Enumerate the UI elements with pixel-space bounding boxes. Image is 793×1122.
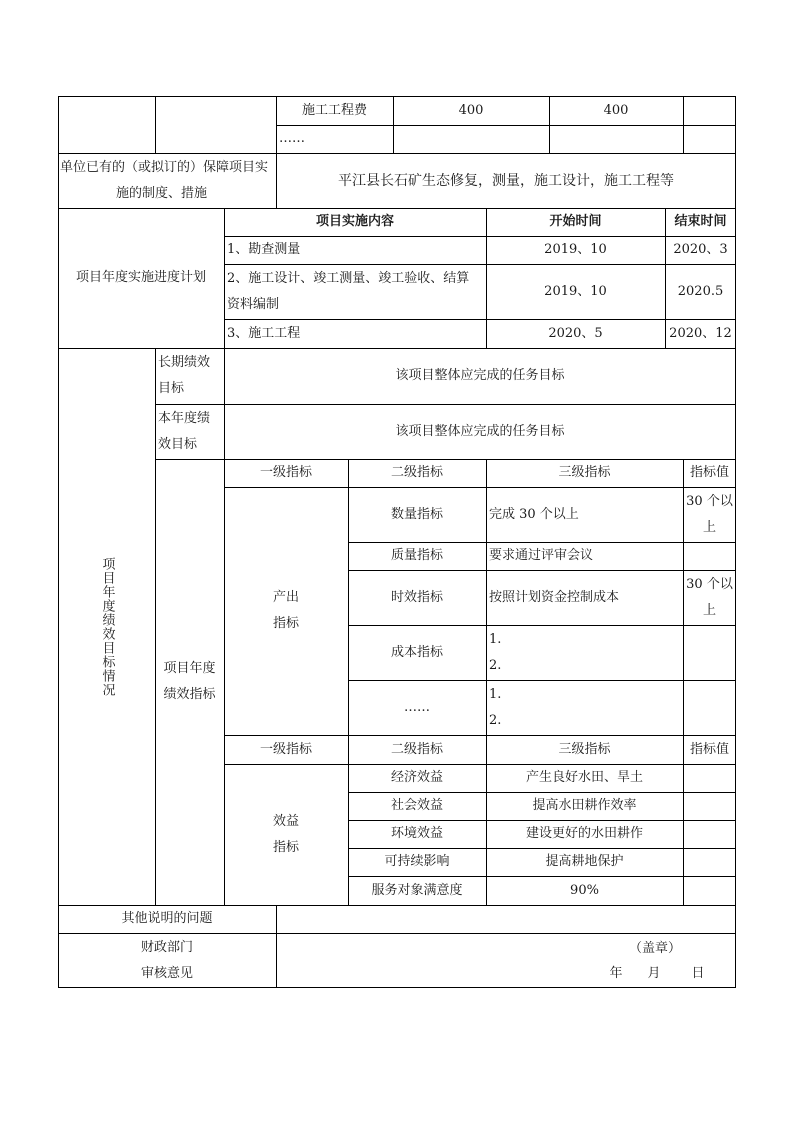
budget-item-value-1: 400 [458,103,484,118]
sustainable-name: 可持续影响 [384,854,450,869]
quantity-desc: 完成 30 个以上 [489,506,579,522]
long-term-label: 长期绩效 目标 [158,355,211,396]
annual-label: 本年度绩 效目标 [158,410,211,452]
quality-name: 质量指标 [390,548,443,563]
schedule-row-start: 2020、5 [548,325,603,341]
schedule-row-start: 2019、10 [544,283,607,299]
environment-name: 环境效益 [390,826,443,841]
budget-item-label: 施工工程费 [301,103,367,118]
schedule-row-end: 2020、12 [669,325,732,341]
guarantee-label: 单位已有的（或拟订的）保障项目实 施的制度、措施 [60,159,269,201]
sustainable-desc: 提高耕地保护 [545,854,624,869]
schedule-header-end: 结束时间 [674,214,727,229]
quantity-value: 30 个以 上 [686,493,733,535]
satisfaction-desc: 90% [570,882,599,898]
social-name: 社会效益 [390,798,443,813]
performance-section-label: 项目年度绩效目标情况 [99,556,115,697]
cost-items: 1. 2. [489,631,502,673]
quantity-name: 数量指标 [390,506,443,522]
other-label: 其他说明的问题 [121,911,213,926]
social-desc: 提高水田耕作效率 [532,798,637,813]
review-day: 日 [691,966,705,981]
annual-value: 该项目整体应完成的任务目标 [395,423,565,439]
review-year: 年 [609,966,623,981]
budget-item-value-2: 400 [603,103,629,118]
header-value: 指标值 [689,465,729,480]
cost-name: 成本指标 [390,644,443,660]
header-value: 指标值 [689,741,729,757]
schedule-label: 项目年度实施进度计划 [75,270,206,285]
review-month: 月 [647,966,661,981]
benefit-indicator-label: 效益 指标 [272,813,299,855]
output-indicator-label: 产出 指标 [272,590,299,631]
review-seal: （盖章） [628,941,681,956]
economic-desc: 产生良好水田、旱土 [525,770,643,785]
more-items: 1. 2. [489,686,502,728]
schedule-row-content: 3、施工工程 [227,325,301,341]
timeliness-desc: 按照计划资金控制成本 [489,589,620,605]
long-term-value: 该项目整体应完成的任务目标 [395,368,565,383]
satisfaction-name: 服务对象满意度 [371,882,463,898]
schedule-header-content: 项目实施内容 [315,214,394,229]
schedule-row-end: 2020.5 [677,283,724,299]
header-level3: 三级指标 [558,465,611,480]
guarantee-content: 平江县长石矿生态修复，测量，施工设计，施工工程等 [338,172,674,189]
review-label: 财政部门 审核意见 [140,939,193,981]
schedule-row-start: 2019、10 [544,242,607,257]
header-level1: 一级指标 [259,465,312,480]
header-level2: 二级指标 [390,741,443,757]
timeliness-value: 30 个以 上 [686,576,733,618]
budget-ellipsis: …… [279,131,305,146]
header-level3: 三级指标 [558,741,611,757]
header-level1: 一级指标 [259,741,312,757]
economic-name: 经济效益 [390,770,443,785]
indicator-label: 项目年度 绩效指标 [163,661,216,702]
schedule-row-content: 1、勘查测量 [227,242,301,257]
header-level2: 二级指标 [390,465,443,480]
more-name: …… [404,699,430,715]
timeliness-name: 时效指标 [390,589,443,605]
schedule-row-content: 2、施工设计、竣工测量、竣工验收、结算 资料编制 [227,270,470,312]
environment-desc: 建设更好的水田耕作 [525,826,643,841]
schedule-row-end: 2020、3 [673,242,728,257]
schedule-header-start: 开始时间 [549,214,602,229]
quality-desc: 要求通过评审会议 [489,548,594,563]
